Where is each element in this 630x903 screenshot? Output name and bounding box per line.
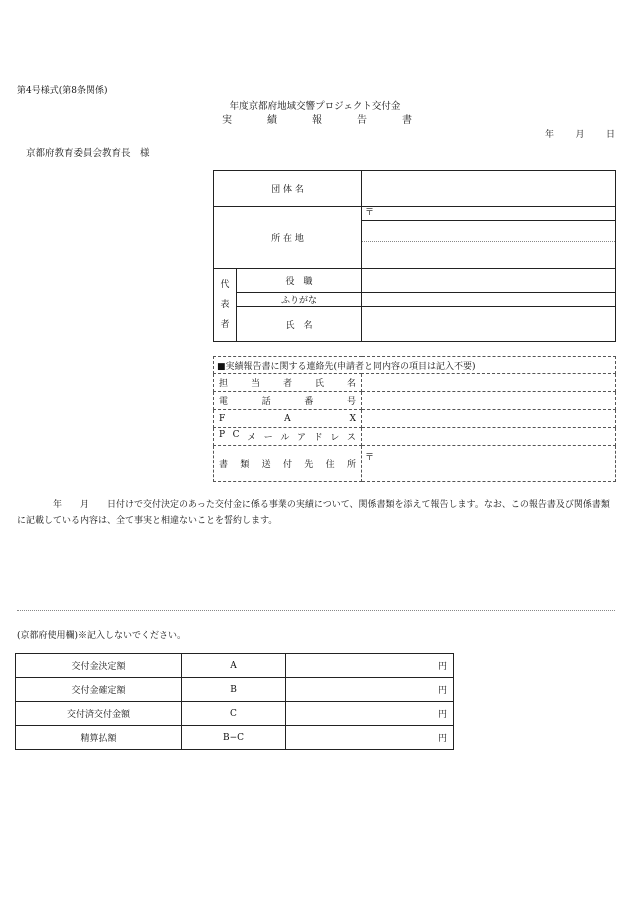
name-field[interactable] xyxy=(362,307,616,342)
grant-decided-label: 交付金決定額 xyxy=(16,654,182,678)
table-row xyxy=(16,678,454,702)
title-char: 績 xyxy=(267,115,277,126)
furigana-label: ふりがな xyxy=(237,293,362,307)
title-char: 実 xyxy=(222,115,232,126)
cut-line-divider xyxy=(17,610,615,611)
org-name-label: 団 体 名 xyxy=(214,171,362,207)
statement-text: 年 月 日付けで交付決定のあった交付金に係る事業の実績について、関係書類を添えて報告します。なお、この報告書及び関係書類に記載している内容は、全て事実と相違ないことを誓約します。 xyxy=(17,500,610,526)
representative-label xyxy=(214,269,237,342)
contact-person-label: 担 当 者 氏 名 xyxy=(214,374,362,392)
fax-label: F A X xyxy=(214,410,362,428)
title-char: 報 xyxy=(312,115,322,126)
name-label: 氏 名 xyxy=(237,307,362,342)
address-line-2[interactable] xyxy=(362,242,615,268)
grant-paid-label: 交付済交付金額 xyxy=(16,702,182,726)
postal-mark: 〒 xyxy=(365,453,375,463)
kyoto-use-note: (京都府使用欄)※記入しないでください。 xyxy=(17,631,187,641)
pc-email-label: P C メ ー ル ア ド レ ス xyxy=(214,428,362,446)
table-row xyxy=(16,654,454,678)
org-name-field[interactable] xyxy=(362,171,616,207)
position-field[interactable] xyxy=(362,269,616,293)
date-month-label: 月 xyxy=(575,130,585,140)
document-title xyxy=(222,111,412,126)
kyoto-use-table xyxy=(15,653,454,750)
settlement-label: 精算払額 xyxy=(16,726,182,750)
grant-confirmed-label: 交付金確定額 xyxy=(16,678,182,702)
address-field[interactable] xyxy=(362,207,616,269)
row-code: B−C xyxy=(182,726,286,750)
date-year-label: 年 xyxy=(545,130,555,140)
mailing-address-field[interactable] xyxy=(362,446,616,482)
amount-cell: 円 xyxy=(286,702,454,726)
form-number-label: 第4号様式(第8条関係) xyxy=(17,86,108,96)
contact-person-field[interactable] xyxy=(362,374,616,392)
date-day-label: 日 xyxy=(605,130,615,140)
address-line-1[interactable] xyxy=(362,221,615,242)
contact-table xyxy=(213,356,616,482)
postal-code-field[interactable] xyxy=(362,207,615,221)
title-char: 告 xyxy=(357,115,367,126)
amount-cell: 円 xyxy=(286,678,454,702)
amount-cell: 円 xyxy=(286,654,454,678)
address-label: 所 在 地 xyxy=(214,207,362,269)
rep-char: 表 xyxy=(220,300,230,310)
table-row xyxy=(16,726,454,750)
pc-email-field[interactable] xyxy=(362,428,616,446)
applicant-table xyxy=(213,170,616,342)
row-code: C xyxy=(182,702,286,726)
fax-field[interactable] xyxy=(362,410,616,428)
rep-char: 代 xyxy=(220,280,230,290)
contact-heading: ■実績報告書に関する連絡先(申請者と同内容の項目は記入不要) xyxy=(214,357,616,374)
postal-mark: 〒 xyxy=(365,208,375,218)
title-char: 書 xyxy=(402,115,412,126)
furigana-field[interactable] xyxy=(362,293,616,307)
phone-label: 電 話 番 号 xyxy=(214,392,362,410)
mailing-address-label: 書 類 送 付 先 住 所 xyxy=(214,446,362,482)
row-code: A xyxy=(182,654,286,678)
amount-cell: 円 xyxy=(286,726,454,750)
phone-field[interactable] xyxy=(362,392,616,410)
rep-char: 者 xyxy=(220,320,230,330)
date-line xyxy=(545,127,615,140)
position-label: 役 職 xyxy=(237,269,362,293)
document-title-line1: 年度京都府地域交響プロジェクト交付金 xyxy=(229,101,401,112)
row-code: B xyxy=(182,678,286,702)
addressee: 京都府教育委員会教育長 様 xyxy=(26,148,150,159)
table-row xyxy=(16,702,454,726)
